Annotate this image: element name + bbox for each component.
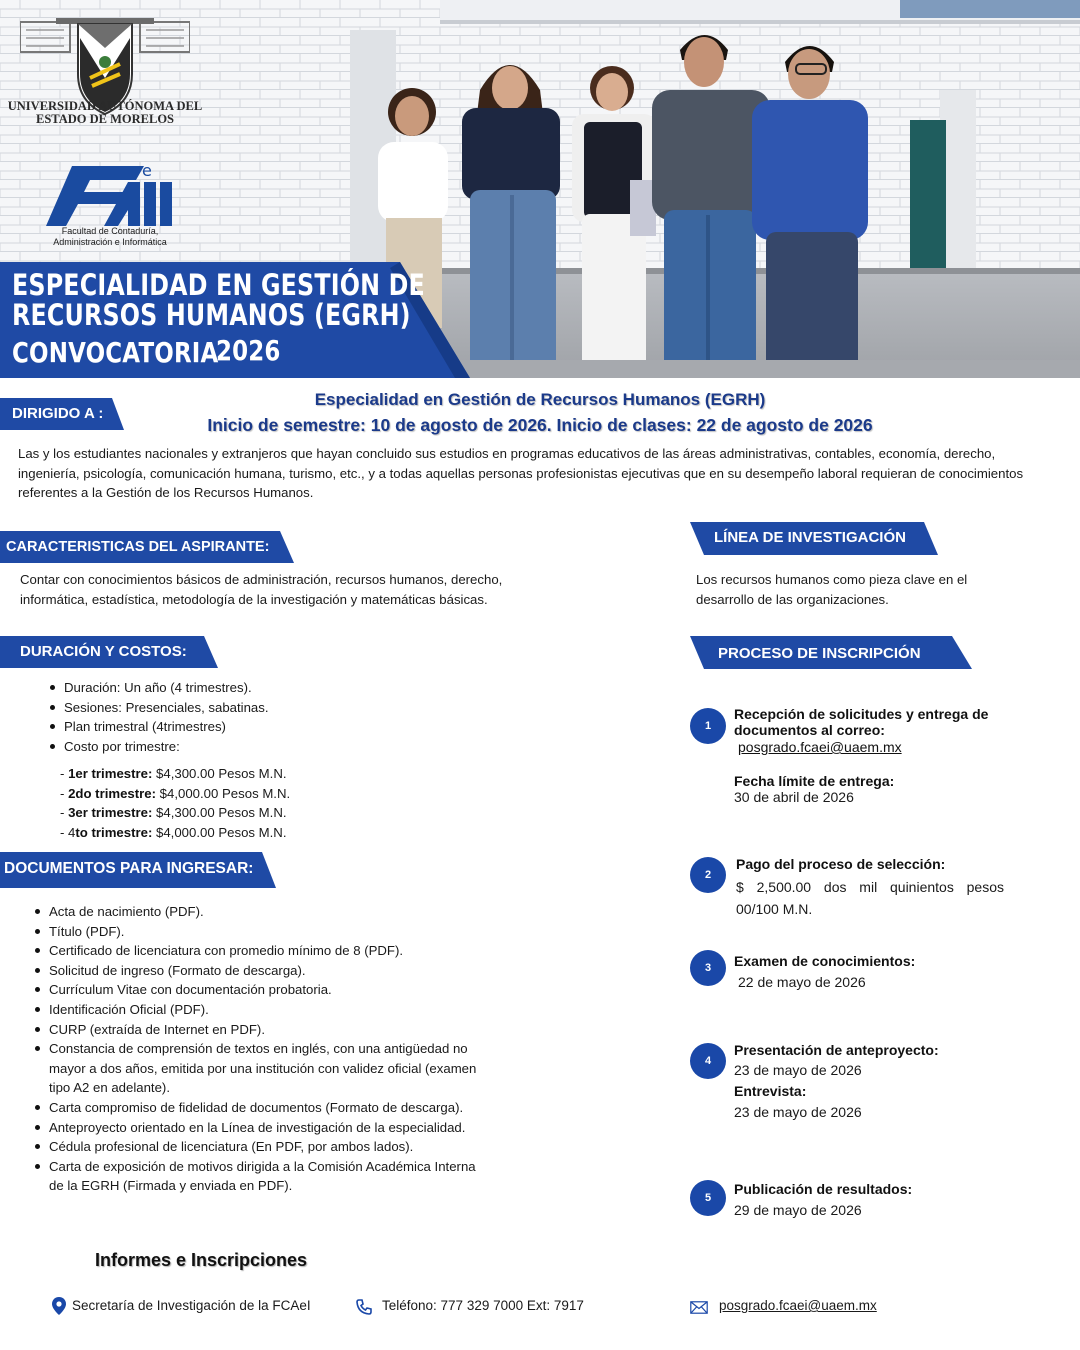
list-item: Costo por trimestre:	[48, 737, 528, 757]
step-2-circle: 2	[690, 857, 726, 893]
step-1-circle: 1	[690, 708, 726, 744]
informes-heading: Informes e Inscripciones	[95, 1250, 308, 1270]
duracion-band: DURACIÓN Y COSTOS:	[0, 636, 218, 668]
linea-text: Los recursos humanos como pieza clave en el desarrollo de las organizaciones.	[696, 572, 968, 607]
list-item: Título (PDF).	[33, 922, 483, 942]
convocatoria-year: 2026	[216, 334, 281, 367]
list-item: Cédula profesional de licenciatura (En PDF, por ambos lados).	[33, 1137, 483, 1157]
dirigido-band: DIRIGIDO A :	[0, 398, 124, 430]
program-name-heading: Especialidad en Gestión de Recursos Humanos (EGRH)	[314, 390, 766, 409]
cost-row: - 2do trimestre: $4,000.00 Pesos M.N.	[60, 785, 291, 801]
email-icon	[690, 1301, 708, 1314]
fcaei-logo	[44, 160, 174, 226]
step-3-title: Examen de conocimientos:	[734, 953, 916, 969]
step-1-email-link[interactable]: posgrado.fcaei@uaem.mx	[738, 739, 902, 755]
step-4-text: 23 de mayo de 2026	[734, 1062, 862, 1078]
duracion-list	[48, 678, 528, 756]
cost-row: - 4to trimestre: $4,000.00 Pesos M.N.	[60, 824, 287, 840]
program-dates-heading: Inicio de semestre: 10 de agosto de 2026. Inicio de clases: 22 de agosto de 2026	[207, 415, 873, 435]
step-2-text: $ 2,500.00 dos mil quinientos pesos 00/100 M.N.	[736, 879, 1004, 917]
footer-email-link[interactable]: posgrado.fcaei@uaem.mx	[719, 1298, 877, 1313]
list-item: Carta de exposición de motivos dirigida a la Comisión Académica Interna de la EGRH (Firmada y enviada en PDF).	[33, 1157, 483, 1196]
documentos-band: DOCUMENTOS PARA INGRESAR:	[0, 852, 276, 888]
step-3-circle: 3	[690, 950, 726, 986]
list-item: Constancia de comprensión de textos en inglés, con una antigüedad no mayor a dos años, emitida por una institución con validez oficial (examen tipo A2 en adelante).	[33, 1039, 483, 1098]
step-1-deadline: 30 de abril de 2026	[734, 789, 854, 805]
cost-list	[60, 764, 290, 842]
program-title-line2: RECURSOS HUMANOS (EGRH)	[12, 298, 411, 332]
faculty-name: Facultad de Contaduría, Administración e Informática	[53, 226, 167, 247]
list-item: Duración: Un año (4 trimestres).	[48, 678, 528, 698]
step-5-title: Publicación de resultados:	[734, 1181, 913, 1197]
step-1-deadline-label: Fecha límite de entrega:	[734, 773, 895, 789]
list-item: Plan trimestral (4trimestres)	[48, 717, 528, 737]
proceso-band: PROCESO DE INSCRIPCIÓN	[690, 636, 972, 669]
list-item: Acta de nacimiento (PDF).	[33, 902, 483, 922]
list-item: CURP (extraída de Internet en PDF).	[33, 1020, 483, 1040]
footer-location: Secretaría de Investigación de la FCAeI	[72, 1298, 311, 1313]
list-item: Identificación Oficial (PDF).	[33, 1000, 483, 1020]
step-5-text: 29 de mayo de 2026	[734, 1202, 862, 1218]
step-4-title: Presentación de anteproyecto:	[734, 1042, 939, 1058]
step-4-text2: 23 de mayo de 2026	[734, 1104, 862, 1120]
linea-band: LÍNEA DE INVESTIGACIÓN	[690, 522, 938, 554]
list-item: Anteproyecto orientado en la Línea de investigación de la especialidad.	[33, 1118, 483, 1138]
step-5-circle: 5	[690, 1180, 726, 1216]
documentos-list	[33, 902, 483, 1196]
caracteristicas-text: Contar con conocimientos básicos de administración, recursos humanos, derecho, informática, estadística, metodología de la investigación y matemáticas básicas.	[20, 572, 503, 607]
step-1-title: Recepción de solicitudes y entrega de documentos al correo:	[734, 706, 989, 738]
caracteristicas-band: CARACTERISTICAS DEL ASPIRANTE:	[0, 531, 294, 563]
list-item: Certificado de licenciatura con promedio mínimo de 8 (PDF).	[33, 941, 483, 961]
step-3-text: 22 de mayo de 2026	[738, 974, 866, 990]
list-item: Sesiones: Presenciales, sabatinas.	[48, 698, 528, 718]
dirigido-text: Las y los estudiantes nacionales y extranjeros que hayan concluido sus estudios en programas educativos de las áreas administrativas, contables, economía, derecho, ingeniería, psicología, comunicación humana, turismo, etc., y a todas aquellas personas profesionistas ejecutivas que en su desempeño laboral requieran de conocimientos referentes a la Gestión de los Recursos Humanos.	[18, 446, 1024, 500]
step-4-title2: Entrevista:	[734, 1083, 807, 1099]
university-name: UNIVERSIDAD AUTÓNOMA DEL ESTADO DE MORELOS	[7, 99, 203, 126]
location-pin-icon	[52, 1297, 66, 1315]
phone-icon	[356, 1299, 372, 1315]
cost-row: - 1er trimestre: $4,300.00 Pesos M.N.	[60, 766, 287, 781]
footer-phone: Teléfono: 777 329 7000 Ext: 7917	[382, 1298, 584, 1313]
list-item: Currículum Vitae con documentación probatoria.	[33, 980, 483, 1000]
list-item: Solicitud de ingreso (Formato de descarga).	[33, 961, 483, 981]
step-2-title: Pago del proceso de selección:	[736, 856, 946, 872]
step-4-circle: 4	[690, 1043, 726, 1079]
cost-row: - 3er trimestre: $4,300.00 Pesos M.N.	[60, 805, 287, 821]
convocatoria-label: CONVOCATORIA	[12, 336, 219, 369]
list-item: Carta compromiso de fidelidad de documentos (Formato de descarga).	[33, 1098, 483, 1118]
program-title-line1: ESPECIALIDAD EN GESTIÓN DE	[12, 268, 425, 302]
svg-text:e: e	[142, 161, 152, 180]
